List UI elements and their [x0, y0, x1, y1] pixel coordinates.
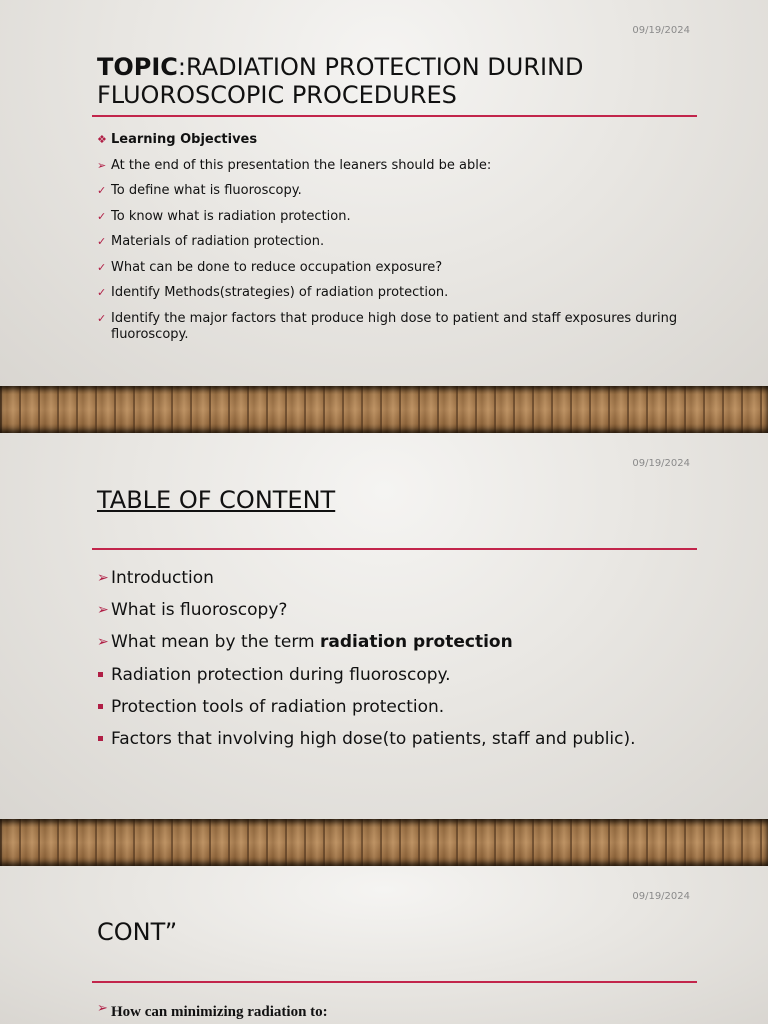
- title-bold-part: TOPIC: [97, 53, 178, 81]
- toc-item: ➢ Introduction: [97, 568, 214, 588]
- square-bullet-icon: [98, 704, 103, 709]
- list-item: ✓ Identify the major factors that produce high dose to patient and staff exposures during fluoroscopy.: [97, 310, 678, 342]
- title-divider: [92, 115, 697, 117]
- slide-1: [0, 0, 768, 386]
- toc-item: Protection tools of radiation protection.: [97, 697, 697, 717]
- arrow-bullet-icon: ➢: [97, 1001, 108, 1016]
- toc-list: [97, 568, 697, 761]
- slide-date: 09/19/2024: [632, 891, 690, 902]
- toc-item: ➢ What mean by the term radiation protection: [97, 632, 513, 653]
- slide-title: CONT”: [97, 918, 178, 946]
- arrow-bullet-icon: ➢: [97, 634, 109, 651]
- toc-item: Factors that involving high dose(to patients, staff and public).: [97, 729, 697, 749]
- toc-item: ➢ What is fluoroscopy?: [97, 600, 288, 621]
- square-bullet-icon: [98, 672, 103, 677]
- slide-2: [0, 433, 768, 819]
- check-bullet-icon: ✓: [97, 311, 107, 325]
- slide-date: 09/19/2024: [632, 458, 690, 469]
- title-divider: [92, 981, 697, 983]
- list-item: ✓ To know what is radiation protection.: [97, 208, 351, 224]
- slide-date: 09/19/2024: [632, 25, 690, 36]
- check-bullet-icon: ✓: [97, 184, 107, 197]
- check-bullet-icon: ✓: [97, 286, 107, 299]
- list-item: ✓ Identify Methods(strategies) of radiation protection.: [97, 285, 449, 300]
- check-bullet-icon: ✓: [97, 260, 107, 274]
- cont-list: [97, 1001, 697, 1021]
- arrow-bullet-icon: ➢: [97, 158, 107, 172]
- title-divider: [92, 548, 697, 550]
- list-item: ➢ How can minimizing radiation to:: [97, 1001, 328, 1020]
- list-item: ❖ Learning Objectives: [97, 132, 258, 147]
- toc-item: Radiation protection during fluoroscopy.: [97, 665, 697, 685]
- title-rest-part: :RADIATION PROTECTION DURIND FLUOROSCOPIC PROCEDURES: [97, 53, 584, 109]
- wood-floor-separator: [0, 819, 768, 866]
- slide-title: TABLE OF CONTENT: [97, 486, 336, 514]
- list-item: ➢ At the end of this presentation the leaners should be able:: [97, 157, 492, 173]
- check-bullet-icon: ✓: [97, 209, 107, 223]
- slide-title: [97, 53, 768, 109]
- diamond-bullet-icon: ❖: [97, 133, 107, 146]
- arrow-bullet-icon: ➢: [97, 570, 109, 586]
- square-bullet-icon: [98, 736, 103, 741]
- list-item: ✓ What can be done to reduce occupation exposure?: [97, 259, 443, 275]
- wood-floor-separator: [0, 386, 768, 433]
- list-item: ✓ Materials of radiation protection.: [97, 234, 325, 249]
- list-item: ✓ To define what is fluoroscopy.: [97, 183, 302, 198]
- objectives-list: [97, 132, 697, 343]
- check-bullet-icon: ✓: [97, 235, 107, 248]
- slide-3: [0, 866, 768, 1024]
- arrow-bullet-icon: ➢: [97, 602, 109, 619]
